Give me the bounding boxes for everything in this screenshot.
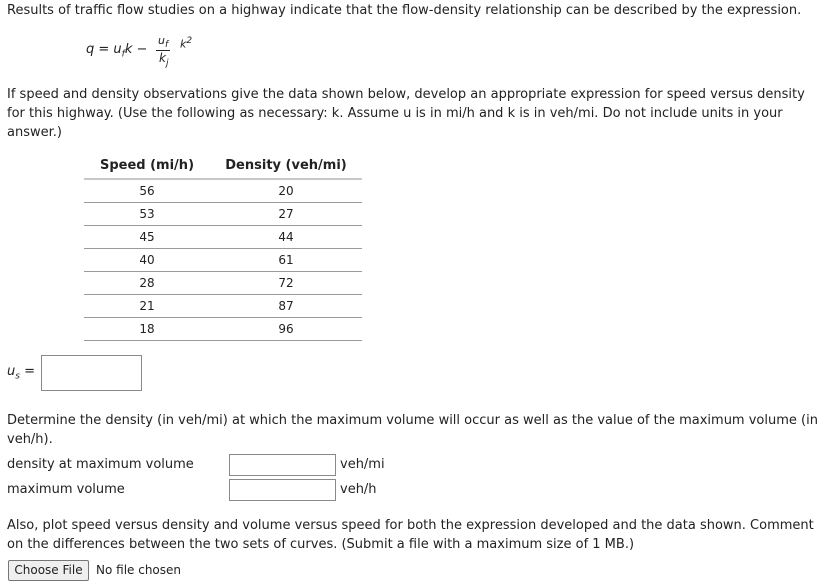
density-max-volume-label: density at maximum volume	[7, 457, 194, 472]
table-row	[84, 272, 362, 295]
density-cell: 87	[210, 295, 362, 318]
table-row	[84, 249, 362, 272]
max-volume-label: maximum volume	[7, 482, 125, 497]
speed-density-table	[84, 154, 362, 341]
table-row	[84, 295, 362, 318]
volume-unit-label: veh/h	[340, 482, 377, 497]
speed-cell: 40	[84, 249, 210, 272]
question-plot: Also, plot speed versus density and volume versus speed for both the expression developed and the data shown. Comment on the differences between the two sets of curves. (Submit a file with a maximum size of 1 MB.)	[7, 518, 814, 552]
density-cell: 96	[210, 318, 362, 341]
density-cell: 44	[210, 226, 362, 249]
table-row	[84, 203, 362, 226]
density-cell: 72	[210, 272, 362, 295]
density-cell: 27	[210, 203, 362, 226]
speed-cell: 18	[84, 318, 210, 341]
question-speed-density: If speed and density observations give the data shown below, develop an appropriate expression for speed versus density for this highway. (Use the following as necessary: k. Assume u is in mi/h and k is in veh/mi. Do not include units in your answer.)	[7, 87, 805, 140]
speed-cell: 53	[84, 203, 210, 226]
us-label: $u_s$ =	[7, 364, 35, 382]
file-status-text: No file chosen	[96, 563, 182, 577]
density-column-header: Density (veh/mi)	[210, 154, 362, 179]
density-cell: 61	[210, 249, 362, 272]
us-answer-input[interactable]	[41, 355, 142, 391]
speed-column-header: Speed (mi/h)	[84, 154, 210, 179]
density-cell: 20	[210, 179, 362, 203]
volume-answer-input[interactable]	[229, 479, 336, 501]
table-header-row	[84, 154, 362, 179]
table-row	[84, 179, 362, 203]
table-row	[84, 318, 362, 341]
density-unit-label: veh/mi	[340, 457, 385, 472]
choose-file-button[interactable]: Choose File	[8, 560, 89, 581]
speed-cell: 56	[84, 179, 210, 203]
speed-cell: 28	[84, 272, 210, 295]
speed-cell: 21	[84, 295, 210, 318]
table-row	[84, 226, 362, 249]
question-max-volume: Determine the density (in veh/mi) at which the maximum volume will occur as well as the value of the maximum volume (in veh/h).	[7, 413, 818, 447]
density-answer-input[interactable]	[229, 454, 336, 476]
intro-text: Results of traffic flow studies on a highway indicate that the flow-density relationship can be described by the expression.	[7, 3, 802, 18]
speed-cell: 45	[84, 226, 210, 249]
